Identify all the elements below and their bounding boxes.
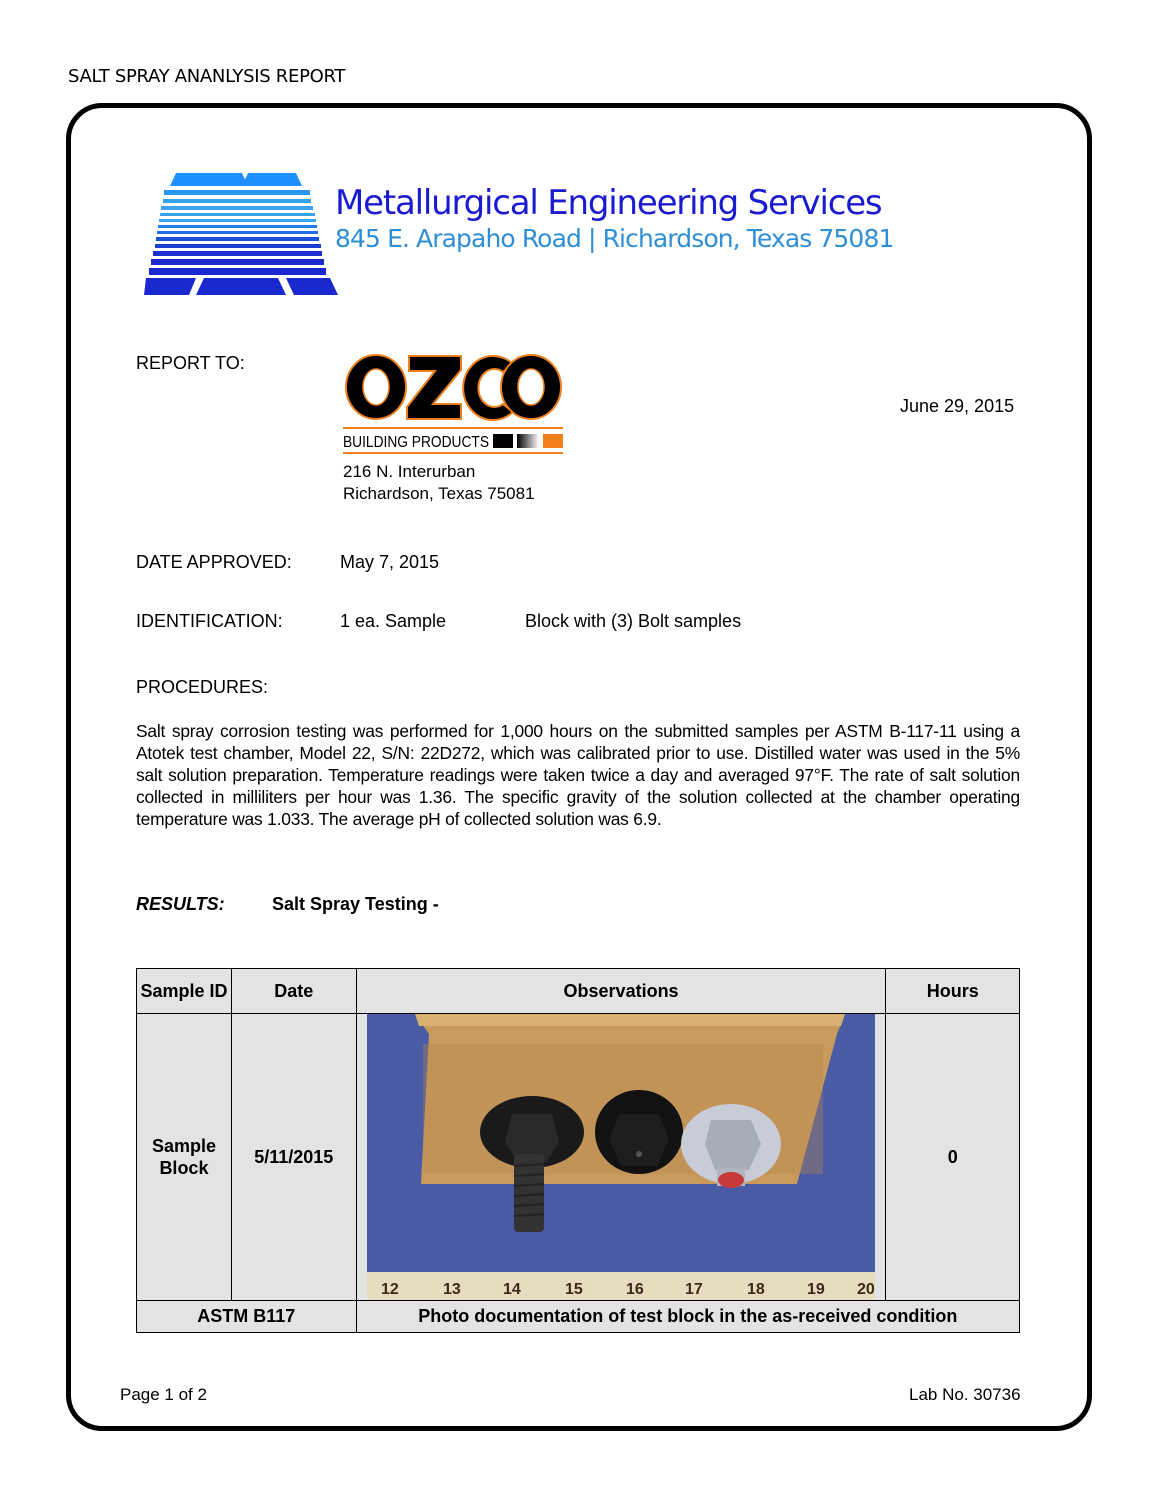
page-number: Page 1 of 2 (120, 1385, 207, 1404)
header-sample-id: Sample ID (137, 969, 232, 1014)
cell-observation-photo (356, 1014, 886, 1301)
date-approved-value: May 7, 2015 (340, 552, 440, 572)
date-approved-label: DATE APPROVED: (136, 552, 292, 572)
client-address-line2: Richardson, Texas 75081 (343, 484, 535, 503)
procedures-label: PROCEDURES: (136, 677, 269, 697)
svg-text:16: 16 (626, 1281, 644, 1298)
svg-text:12: 12 (381, 1281, 399, 1298)
sample-block-photo (367, 1014, 875, 1300)
results-label: RESULTS: (136, 894, 225, 914)
company-address: 845 E. Arapaho Road | Richardson, Texas 75081 (335, 224, 894, 253)
ozco-logo-icon (343, 352, 565, 456)
report-to-label: REPORT TO: (136, 353, 245, 373)
header-date: Date (231, 969, 356, 1014)
svg-text:13: 13 (443, 1281, 461, 1298)
client-address-line1: 216 N. Interurban (343, 462, 476, 481)
svg-text:19: 19 (807, 1281, 825, 1298)
svg-text:14: 14 (503, 1281, 521, 1298)
results-subtitle: Salt Spray Testing - (272, 894, 439, 914)
table-footer-row (137, 1301, 1020, 1333)
cell-date: 5/11/2015 (231, 1014, 356, 1301)
header-observations: Observations (356, 969, 886, 1014)
table-header-row (137, 969, 1020, 1014)
identification-description: Block with (3) Bolt samples (525, 611, 742, 631)
svg-text:18: 18 (747, 1281, 765, 1298)
identification-label: IDENTIFICATION: (136, 611, 283, 631)
table-row (137, 1014, 1020, 1301)
company-name: Metallurgical Engineering Services (335, 183, 882, 223)
document-title: SALT SPRAY ANANLYSIS REPORT (68, 66, 346, 87)
header-hours: Hours (886, 969, 1020, 1014)
cell-hours: 0 (886, 1014, 1020, 1301)
lab-number: Lab No. 30736 (909, 1385, 1021, 1404)
footer-caption: Photo documentation of test block in the as-received condition (356, 1301, 1019, 1333)
svg-text:17: 17 (685, 1281, 703, 1298)
svg-text:BUILDING PRODUCTS: BUILDING PRODUCTS (343, 434, 489, 451)
procedures-text: Salt spray corrosion testing was performed for 1,000 hours on the submitted samples per ASTM B-117-11 using a Atotek test chamber, Model 22, S/N: 22D272, which was calibrated prior to use. Distilled water was used in the 5% salt solution preparation. Temperature readings were taken twice a day and averaged 97°F. The rate of salt solution collected in milliliters per hour was 1.36. The specific gravity of the solution collected at the chamber operating temperature was 1.033. The average pH of collected solution was 6.9. (136, 721, 1020, 829)
cell-sample-id: Sample Block (137, 1014, 232, 1301)
svg-text:20: 20 (857, 1281, 875, 1298)
report-date: June 29, 2015 (900, 396, 1015, 416)
mes-logo-icon (144, 173, 338, 295)
svg-text:15: 15 (565, 1281, 583, 1298)
results-table (136, 968, 1020, 1333)
identification-quantity: 1 ea. Sample (340, 611, 447, 631)
footer-standard: ASTM B117 (137, 1301, 357, 1333)
